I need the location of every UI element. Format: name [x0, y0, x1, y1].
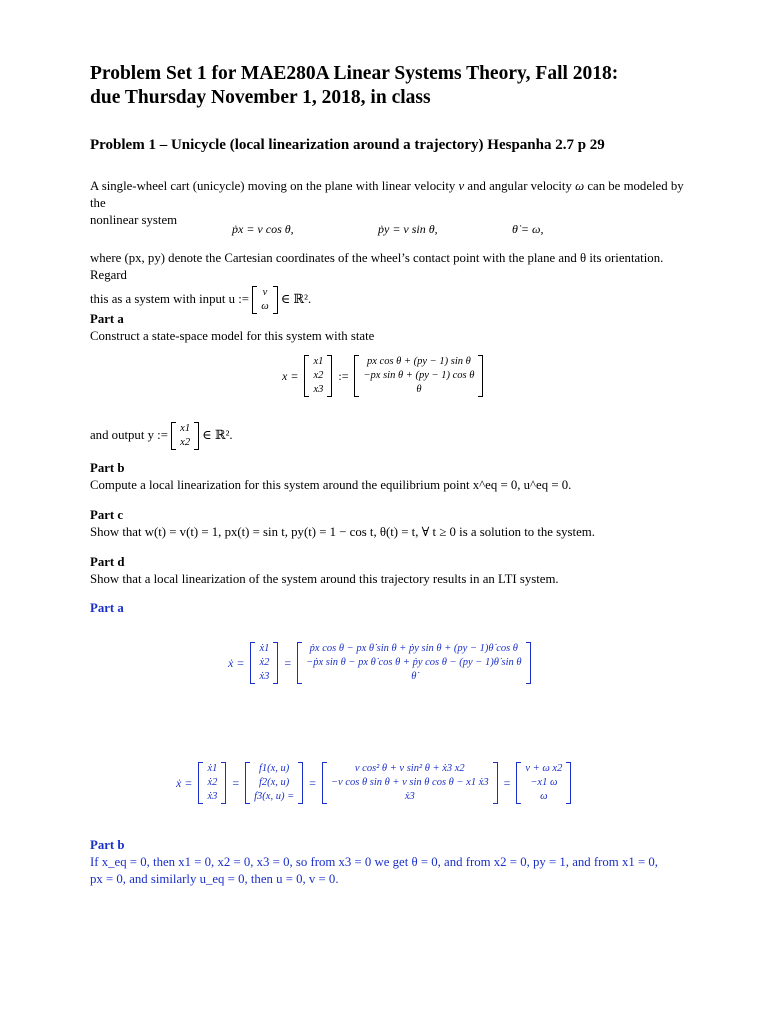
- eq2-intermediate-entry: v cos² θ + v sin² θ + ẋ3 x2: [354, 763, 465, 774]
- part-c-text: Show that w(t) = v(t) = 1, px(t) = sin t, py(t) = 1 − cos t, θ(t) = t, ∀ t ≥ 0 is a solution to the system.: [90, 525, 595, 539]
- state-vector: [309, 355, 327, 397]
- eq2-state-derivative-entry: ẋ1: [207, 763, 218, 774]
- eq1-state-derivative: [255, 642, 273, 684]
- eq1-expansion: [302, 642, 525, 684]
- where-paragraph: where (px, py) denote the Cartesian coordinates of the wheel’s contact point with the plane and θ its orientation. Regard this as a system with input u := v ω ∈ ℝ².: [90, 251, 664, 312]
- solution-part-a-label: Part a: [90, 601, 124, 615]
- part-b-label: Part b: [90, 461, 125, 475]
- equation-theta: θ̇ = ω,: [512, 222, 544, 236]
- eq2-result-entry: v + ω x2: [525, 763, 563, 774]
- input-vector: [252, 286, 277, 314]
- solution-part-b-label: Part b: [90, 838, 125, 852]
- input-vector-cells: [257, 286, 272, 314]
- eq1-state-derivative-entry: ẋ3: [259, 671, 270, 682]
- solution-equation-1: ẋ = ẋ1 ẋ2 ẋ3 = ṗx cos θ − px θ̇ sin θ + ṗy sin θ + (py − 1)θ̇ cos θ −ṗx sin θ − px θ̇ cos θ + ṗy cos θ − (py − 1)θ̇ sin θ θ̇: [228, 642, 531, 684]
- state-definition-entry: −px sin θ + (py − 1) cos θ: [363, 370, 475, 381]
- eq1-expansion-entry: θ̇: [411, 671, 417, 682]
- state-definition-entry: px cos θ + (py − 1) sin θ: [367, 356, 471, 367]
- part-c-label: Part c: [90, 508, 124, 522]
- eq2-result-entry: −x1 ω: [530, 777, 558, 788]
- eq1-state-derivative-entry: ẋ2: [259, 657, 270, 668]
- state-vector-entry: x2: [313, 370, 324, 381]
- eq2-state-derivative-entry: ẋ3: [207, 791, 218, 802]
- eq2-intermediate: [327, 762, 493, 804]
- problem-heading: Problem 1 – Unicycle (local linearization around a trajectory) Hespanha 2.7 p 29: [90, 137, 605, 153]
- eq2-state-derivative: [203, 762, 221, 804]
- document-title: [90, 62, 618, 110]
- solution-part-b-text: If x_eq = 0, then x1 = 0, x2 = 0, x3 = 0, so from x3 = 0 we get θ = 0, and from x2 = 0, py = 1, and from x1 = 0, px = 0, and similarly u_eq = 0, then u = 0, v = 0.: [90, 855, 658, 886]
- title-line-1: Problem Set 1 for MAE280A Linear Systems Theory, Fall 2018:: [90, 63, 619, 84]
- output-vector-entry: x1: [180, 423, 191, 434]
- eq2-function-vector-entry: f2(x, u): [258, 777, 290, 788]
- state-definition-entry: θ: [416, 384, 422, 395]
- state-vector-entry: x3: [313, 384, 324, 395]
- equation-px: ṗx = v cos θ,: [232, 222, 294, 236]
- part-a-text: Construct a state-space model for this system with state: [90, 329, 375, 343]
- eq1-expansion-entry: ṗx cos θ − px θ̇ sin θ + ṗy sin θ + (py − 1)θ̇ cos θ: [309, 643, 518, 654]
- part-d-label: Part d: [90, 555, 125, 569]
- part-d-text: Show that a local linearization of the system around this trajectory results in an LTI system.: [90, 572, 559, 586]
- part-a-label: Part a: [90, 312, 124, 326]
- output-vector: [176, 422, 194, 450]
- eq2-function-vector-entry: f1(x, u): [258, 763, 290, 774]
- eq2-state-derivative-entry: ẋ2: [207, 777, 218, 788]
- title-line-2: due Thursday November 1, 2018, in class: [90, 87, 431, 108]
- equation-py: ṗy = v sin θ,: [378, 222, 438, 236]
- output-vector-entry: x2: [180, 437, 191, 448]
- problem-intro: A single-wheel cart (unicycle) moving on the plane with linear velocity v and angular velocity ω can be modeled by the nonlinear system: [90, 179, 684, 227]
- eq2-function-vector-entry: f3(x, u) =: [254, 791, 295, 802]
- input-vector-cells-entry: ω: [261, 301, 269, 312]
- eq2-function-vector: [250, 762, 298, 804]
- state-equation: x = x1 x2 x3 := px cos θ + (py − 1) sin θ −px sin θ + (py − 1) cos θ θ: [282, 355, 483, 397]
- input-vector-cells-entry: v: [262, 287, 268, 298]
- part-b-text: Compute a local linearization for this system around the equilibrium point x^eq = 0, u^eq = 0.: [90, 478, 572, 492]
- eq1-expansion-entry: −ṗx sin θ − px θ̇ cos θ + ṗy cos θ − (py − 1)θ̇ sin θ: [306, 657, 522, 668]
- eq1-state-derivative-entry: ẋ1: [259, 643, 270, 654]
- output-definition: and output y := x1 x2 ∈ ℝ².: [90, 423, 233, 448]
- eq2-result-entry: ω: [540, 791, 548, 802]
- state-vector-entry: x1: [313, 356, 324, 367]
- state-definition: [359, 355, 478, 397]
- eq2-intermediate-entry: ẋ3: [404, 791, 415, 802]
- solution-equation-2: ẋ = ẋ1 ẋ2 ẋ3 = f1(x, u) f2(x, u) f3(x, u) = = v cos² θ + v sin² θ + ẋ3 x2 −v cos θ sin θ + v sin θ cos θ − x1 ẋ3 ẋ3 = v + ω x2 −x1 ω ω: [176, 762, 571, 804]
- eq2-result: [521, 762, 566, 804]
- eq2-intermediate-entry: −v cos θ sin θ + v sin θ cos θ − x1 ẋ3: [330, 777, 489, 788]
